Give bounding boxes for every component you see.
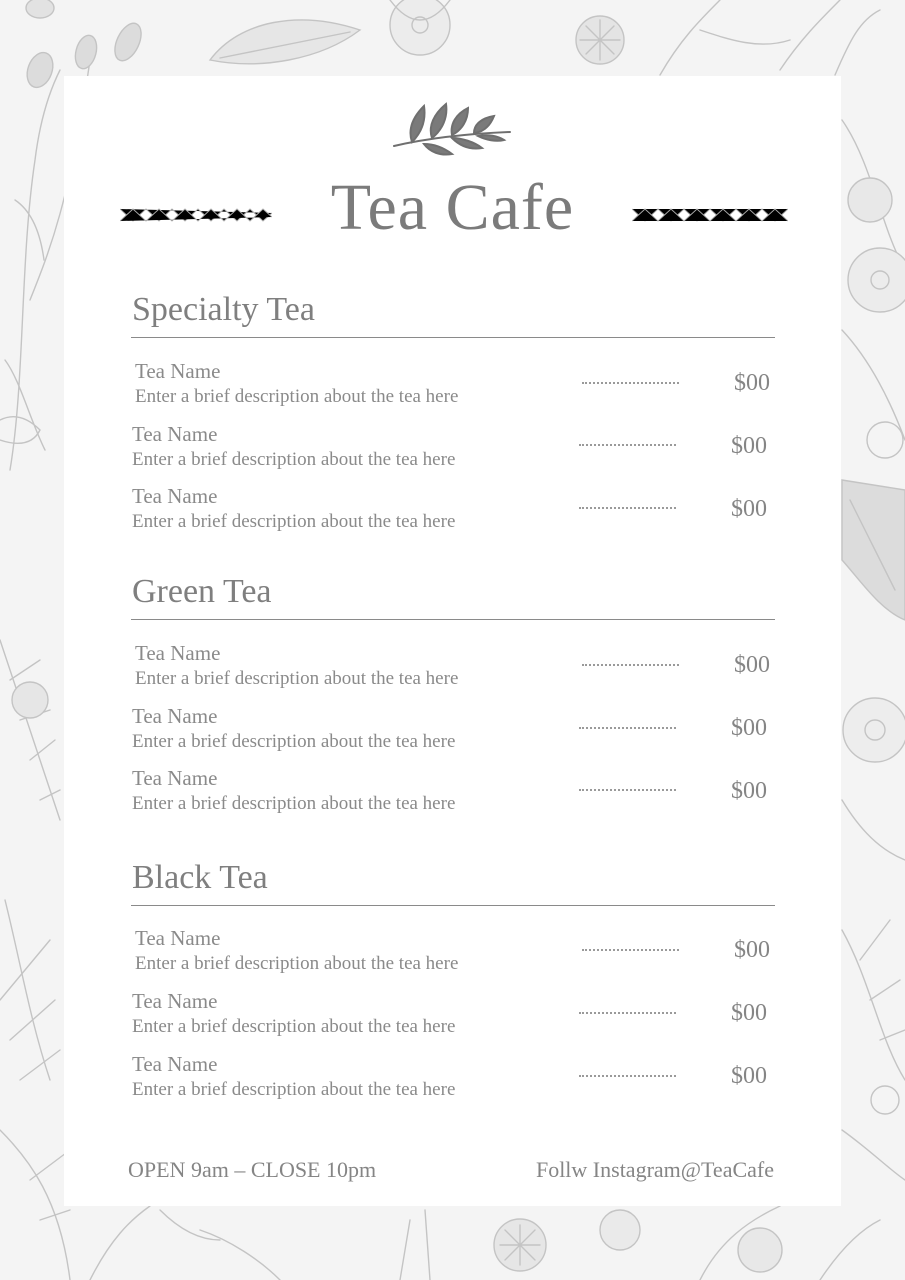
item-name: Tea Name xyxy=(132,1052,218,1076)
dot-leader xyxy=(582,949,679,951)
item-description: Enter a brief description about the tea here xyxy=(135,953,459,974)
item-price: $00 xyxy=(731,496,767,522)
item-description: Enter a brief description about the tea here xyxy=(132,1079,456,1100)
item-name: Tea Name xyxy=(132,989,218,1013)
dot-leader xyxy=(579,727,676,729)
dot-leader xyxy=(579,507,676,509)
section-divider xyxy=(131,619,775,620)
section-divider xyxy=(131,905,775,906)
dot-leader xyxy=(582,664,679,666)
item-name: Tea Name xyxy=(135,359,221,383)
section-title-black-tea: Black Tea xyxy=(132,859,268,896)
dot-leader xyxy=(579,789,676,791)
menu-title: Tea Cafe xyxy=(330,171,575,244)
instagram-handle: Follw Instagram@TeaCafe xyxy=(535,1157,774,1182)
item-price: $00 xyxy=(731,1000,767,1026)
title-flourish-right xyxy=(632,208,788,222)
item-description: Enter a brief description about the tea here xyxy=(132,449,456,470)
section-title-green-tea: Green Tea xyxy=(132,573,272,610)
item-name: Tea Name xyxy=(132,704,218,728)
dot-leader xyxy=(579,1012,676,1014)
item-price: $00 xyxy=(734,652,770,678)
dot-leader xyxy=(579,1075,676,1077)
dot-leader xyxy=(579,444,676,446)
opening-hours: OPEN 9am – CLOSE 10pm xyxy=(128,1157,377,1182)
dot-leader xyxy=(582,382,679,384)
title-flourish-left xyxy=(120,208,272,222)
section-title-specialty-tea: Specialty Tea xyxy=(132,291,315,328)
item-description: Enter a brief description about the tea here xyxy=(132,793,456,814)
item-name: Tea Name xyxy=(135,926,221,950)
leaf-sprig-icon xyxy=(390,100,514,158)
item-description: Enter a brief description about the tea here xyxy=(135,668,459,689)
section-divider xyxy=(131,337,775,338)
item-price: $00 xyxy=(734,937,770,963)
item-name: Tea Name xyxy=(132,484,218,508)
item-price: $00 xyxy=(731,778,767,804)
item-price: $00 xyxy=(731,715,767,741)
item-description: Enter a brief description about the tea here xyxy=(132,511,456,532)
item-price: $00 xyxy=(734,370,770,396)
item-price: $00 xyxy=(731,433,767,459)
item-name: Tea Name xyxy=(135,641,221,665)
item-name: Tea Name xyxy=(132,766,218,790)
item-price: $00 xyxy=(731,1063,767,1089)
item-name: Tea Name xyxy=(132,422,218,446)
item-description: Enter a brief description about the tea here xyxy=(132,731,456,752)
item-description: Enter a brief description about the tea here xyxy=(135,386,459,407)
item-description: Enter a brief description about the tea here xyxy=(132,1016,456,1037)
